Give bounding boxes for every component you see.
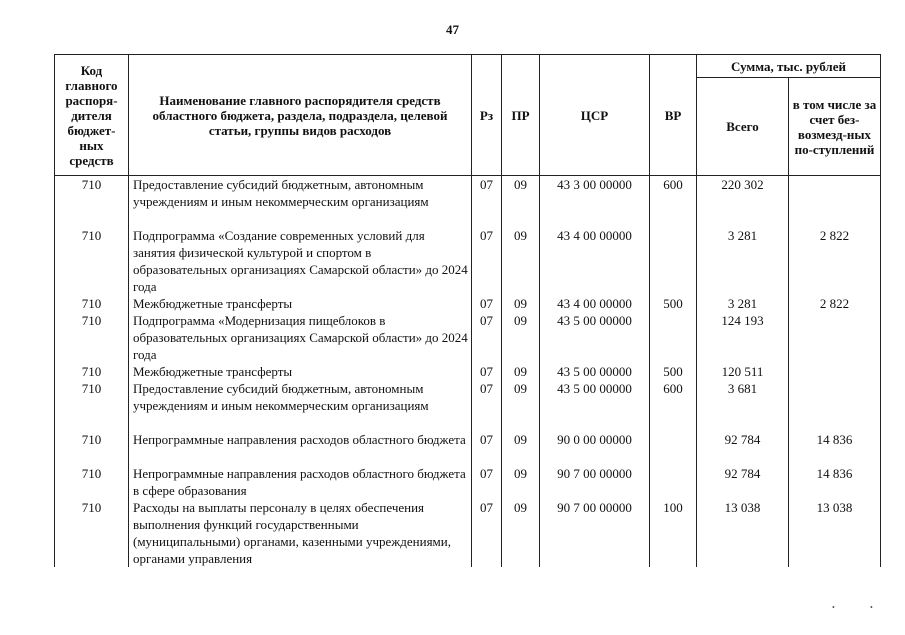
row-gratis: 13 038 [789, 499, 881, 567]
table-row [55, 465, 881, 499]
header-gratis: в том числе за счет без-возмезд-ных по-ступлений [789, 78, 881, 176]
row-csr: 43 5 00 00000 [540, 380, 650, 431]
row-csr: 90 0 00 00000 [540, 431, 650, 465]
table-row [55, 176, 881, 228]
header-vr: ВР [650, 55, 697, 176]
row-rz: 07 [472, 380, 502, 431]
row-csr: 43 3 00 00000 [540, 176, 650, 228]
row-pr: 09 [502, 363, 540, 380]
row-name: Предоставление субсидий бюджетным, автономным учреждениям и иным некоммерческим организациям [129, 176, 472, 228]
table-row [55, 363, 881, 380]
header-rz: Рз [472, 55, 502, 176]
header-csr: ЦСР [540, 55, 650, 176]
row-pr: 09 [502, 431, 540, 465]
row-rz: 07 [472, 295, 502, 312]
row-total: 220 302 [697, 176, 789, 228]
row-rz: 07 [472, 176, 502, 228]
row-code: 710 [55, 227, 129, 295]
row-total: 3 281 [697, 227, 789, 295]
table-row [55, 295, 881, 312]
row-code: 710 [55, 431, 129, 465]
page-number: 47 [446, 22, 459, 37]
row-gratis: 14 836 [789, 465, 881, 499]
row-csr: 43 4 00 00000 [540, 295, 650, 312]
row-pr: 09 [502, 499, 540, 567]
row-vr: 500 [650, 363, 697, 380]
header-pr: ПР [502, 55, 540, 176]
row-pr: 09 [502, 312, 540, 363]
row-pr: 09 [502, 227, 540, 295]
row-gratis: 14 836 [789, 431, 881, 465]
row-vr [650, 227, 697, 295]
table-row [55, 499, 881, 567]
row-gratis [789, 312, 881, 363]
row-total: 3 681 [697, 380, 789, 431]
row-code: 710 [55, 465, 129, 499]
row-gratis [789, 380, 881, 431]
row-rz: 07 [472, 312, 502, 363]
row-vr [650, 465, 697, 499]
row-total: 13 038 [697, 499, 789, 567]
row-csr: 43 5 00 00000 [540, 312, 650, 363]
row-name: Непрограммные направления расходов областного бюджета в сфере образования [129, 465, 472, 499]
row-total: 92 784 [697, 431, 789, 465]
table-body [55, 176, 881, 568]
row-name: Предоставление субсидий бюджетным, автономным учреждениям и иным некоммерческим организациям [129, 380, 472, 431]
row-gratis: 2 822 [789, 227, 881, 295]
row-csr: 43 5 00 00000 [540, 363, 650, 380]
header-total: Всего [697, 78, 789, 176]
row-name: Межбюджетные трансферты [129, 295, 472, 312]
row-vr [650, 431, 697, 465]
row-code: 710 [55, 312, 129, 363]
row-csr: 90 7 00 00000 [540, 465, 650, 499]
row-vr: 500 [650, 295, 697, 312]
table-row [55, 380, 881, 431]
row-gratis [789, 176, 881, 228]
row-csr: 90 7 00 00000 [540, 499, 650, 567]
scan-speck: • [832, 603, 835, 612]
table-row [55, 431, 881, 465]
row-pr: 09 [502, 380, 540, 431]
row-name: Непрограммные направления расходов областного бюджета [129, 431, 472, 465]
budget-table [54, 54, 881, 567]
table-row [55, 227, 881, 295]
row-code: 710 [55, 380, 129, 431]
row-rz: 07 [472, 499, 502, 567]
header-sum: Сумма, тыс. рублей [697, 55, 881, 78]
row-pr: 09 [502, 465, 540, 499]
row-vr: 600 [650, 380, 697, 431]
row-name: Межбюджетные трансферты [129, 363, 472, 380]
row-gratis [789, 363, 881, 380]
header-name: Наименование главного распорядителя средств областного бюджета, раздела, подраздела, целевой статьи, группы видов расходов [129, 55, 472, 176]
header-code: Код главного распоря-дителя бюджет-ных средств [55, 55, 129, 176]
row-total: 92 784 [697, 465, 789, 499]
row-total: 124 193 [697, 312, 789, 363]
row-rz: 07 [472, 227, 502, 295]
table-header [55, 55, 881, 176]
row-csr: 43 4 00 00000 [540, 227, 650, 295]
table-row [55, 312, 881, 363]
row-pr: 09 [502, 176, 540, 228]
row-vr [650, 312, 697, 363]
row-total: 120 511 [697, 363, 789, 380]
row-pr: 09 [502, 295, 540, 312]
row-vr: 600 [650, 176, 697, 228]
row-name: Подпрограмма «Создание современных условий для занятия физической культурой и спортом в образовательных организациях Самарской области» до 2024 года [129, 227, 472, 295]
row-name: Расходы на выплаты персоналу в целях обеспечения выполнения функций государственными (муниципальными) органами, казенными учреждениями, органами управления [129, 499, 472, 567]
row-code: 710 [55, 363, 129, 380]
row-total: 3 281 [697, 295, 789, 312]
row-rz: 07 [472, 431, 502, 465]
row-vr: 100 [650, 499, 697, 567]
row-rz: 07 [472, 465, 502, 499]
row-code: 710 [55, 499, 129, 567]
row-code: 710 [55, 295, 129, 312]
scan-speck: • [870, 603, 873, 612]
row-name: Подпрограмма «Модернизация пищеблоков в образовательных организациях Самарской области» до 2024 года [129, 312, 472, 363]
row-gratis: 2 822 [789, 295, 881, 312]
row-code: 710 [55, 176, 129, 228]
row-rz: 07 [472, 363, 502, 380]
